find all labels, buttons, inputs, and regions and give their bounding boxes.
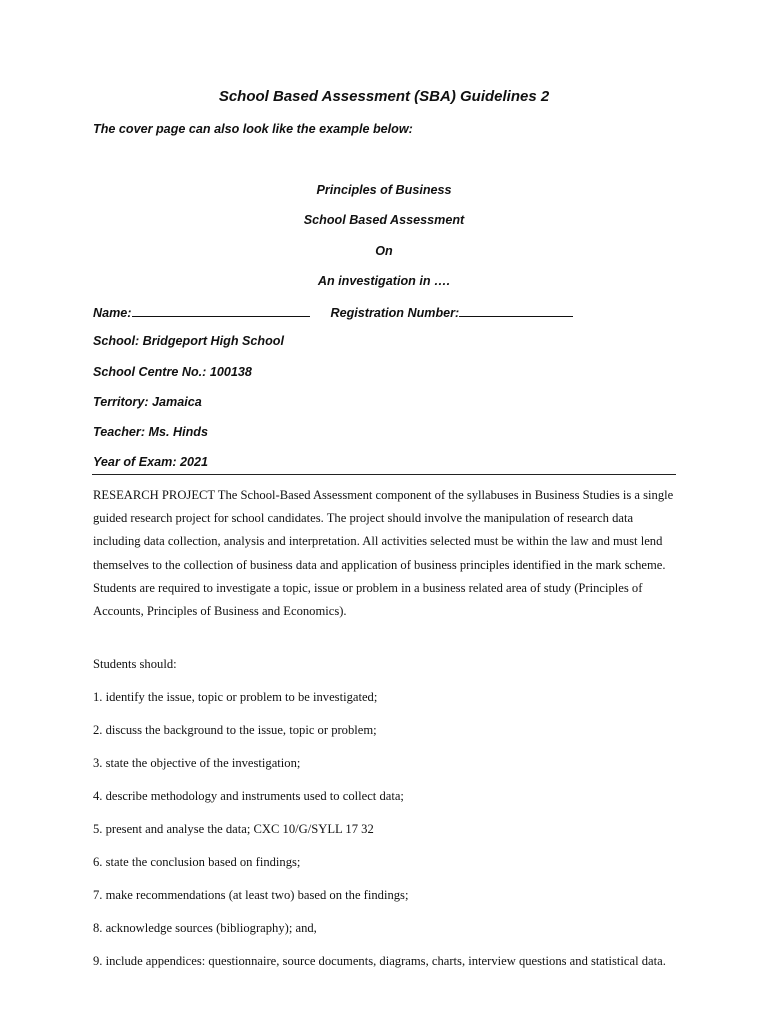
registration-label: Registration Number:	[330, 306, 460, 320]
list-item: 6. state the conclusion based on findings;	[93, 855, 301, 869]
list-item: 7. make recommendations (at least two) based on the findings;	[93, 888, 409, 902]
list-item: 2. discuss the background to the issue, topic or problem;	[93, 723, 377, 737]
cover-centre: School Centre No.: 100138	[93, 365, 252, 379]
registration-blank	[459, 304, 573, 317]
cover-territory: Territory: Jamaica	[93, 395, 202, 409]
intro-text: The cover page can also look like the example below:	[93, 122, 413, 136]
cover-on: On	[375, 244, 393, 258]
cover-assessment: School Based Assessment	[303, 213, 465, 227]
name-label: Name:	[93, 306, 132, 320]
cover-school: School: Bridgeport High School	[93, 334, 284, 348]
list-item: 9. include appendices: questionnaire, source documents, diagrams, charts, interview questions and statistical data.	[93, 954, 666, 968]
cover-subject: Principles of Business	[316, 183, 452, 197]
list-item: 5. present and analyse the data; CXC 10/G/SYLL 17 32	[93, 822, 374, 836]
list-item: 8. acknowledge sources (bibliography); and,	[93, 921, 317, 935]
section-divider	[92, 474, 676, 475]
name-registration-line	[93, 304, 573, 320]
students-should-heading: Students should:	[93, 657, 177, 671]
list-item: 1. identify the issue, topic or problem to be investigated;	[93, 690, 378, 704]
list-item: 3. state the objective of the investigation;	[93, 756, 301, 770]
document-title: School Based Assessment (SBA) Guidelines 2	[218, 88, 550, 105]
name-blank	[132, 304, 310, 317]
cover-teacher: Teacher: Ms. Hinds	[93, 425, 209, 439]
research-paragraph: RESEARCH PROJECT The School-Based Assessment component of the syllabuses in Business Studies is a single guided research project for school candidates. The project should involve the manipulation of research data including data collection, analysis and interpretation. All activities selected must be within the law and must lend themselves to the collection of business data and application of business principles identified in the mark scheme. Students are required to investigate a topic, issue or problem in a business related area of study (Principles of Accounts, Principles of Business and Economics).	[93, 488, 674, 619]
cover-year: Year of Exam: 2021	[93, 455, 209, 469]
cover-investigation: An investigation in ….	[317, 274, 451, 288]
list-item: 4. describe methodology and instruments used to collect data;	[93, 789, 404, 803]
